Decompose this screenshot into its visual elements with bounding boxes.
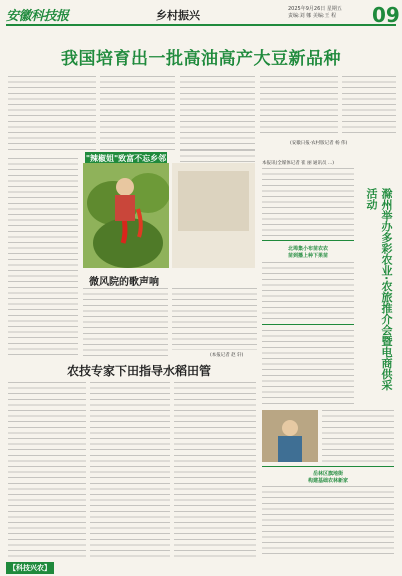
brief-title-1: 北埠集小布苗农农 苗到播上种下果苗	[287, 246, 328, 259]
paper-logo: 安徽科技报	[6, 9, 69, 24]
story-title-2: 农技专家下田指导水稻田管	[67, 364, 212, 378]
story-banner: "辣椒姐"致富不忘乡邻	[85, 154, 167, 163]
story-photo-pepper	[83, 163, 169, 268]
article-column	[172, 288, 257, 350]
field-photo-icon	[172, 163, 255, 268]
right-reporter: 本报讯(全媒体记者 崔 丽 通讯员 ...)	[262, 161, 335, 166]
article-column	[262, 262, 354, 322]
masthead	[6, 3, 400, 27]
section-title: 乡村振兴	[156, 9, 200, 22]
story-photo-2	[172, 163, 255, 268]
article-column	[8, 76, 96, 151]
right-photo	[262, 410, 318, 462]
article-column	[262, 168, 354, 238]
article-column	[100, 76, 175, 151]
article-column	[174, 382, 256, 557]
article-column	[322, 410, 394, 462]
article-column	[90, 382, 170, 557]
divider	[262, 466, 394, 467]
brief-title-2: 岳林区旗地街 构建基础农林新家	[307, 471, 348, 484]
date-line: 2025年9月26日 星期五	[288, 6, 342, 12]
page-number: 09	[372, 3, 400, 27]
article-column	[8, 158, 78, 358]
article-column	[180, 150, 255, 162]
divider	[262, 240, 354, 241]
story-title: 微风院的歌声响	[89, 277, 159, 288]
editor-line: 责编:刘 娜 美编:王 程	[288, 13, 337, 19]
source-note: (安徽日报·农村版记者 杨 伟)	[290, 141, 348, 146]
pepper-photo-icon	[83, 163, 169, 268]
divider	[262, 324, 354, 325]
date-info	[288, 6, 342, 20]
footer-tag: 【科技兴农】	[6, 562, 54, 574]
page-headline: 我国培育出一批高油高产大豆新品种	[61, 49, 341, 69]
vertical-title: 滁州举办多彩农业·农旅推介会暨电商供采活动	[365, 188, 393, 391]
article-column	[260, 76, 338, 136]
article-column	[262, 330, 354, 405]
person-photo-icon	[262, 410, 318, 462]
article-column	[180, 76, 255, 151]
article-column	[342, 76, 396, 136]
article-column	[83, 288, 168, 356]
article-column	[262, 486, 394, 558]
article-column	[8, 382, 86, 557]
story-byline: (本报记者 赵 轩)	[210, 353, 244, 358]
